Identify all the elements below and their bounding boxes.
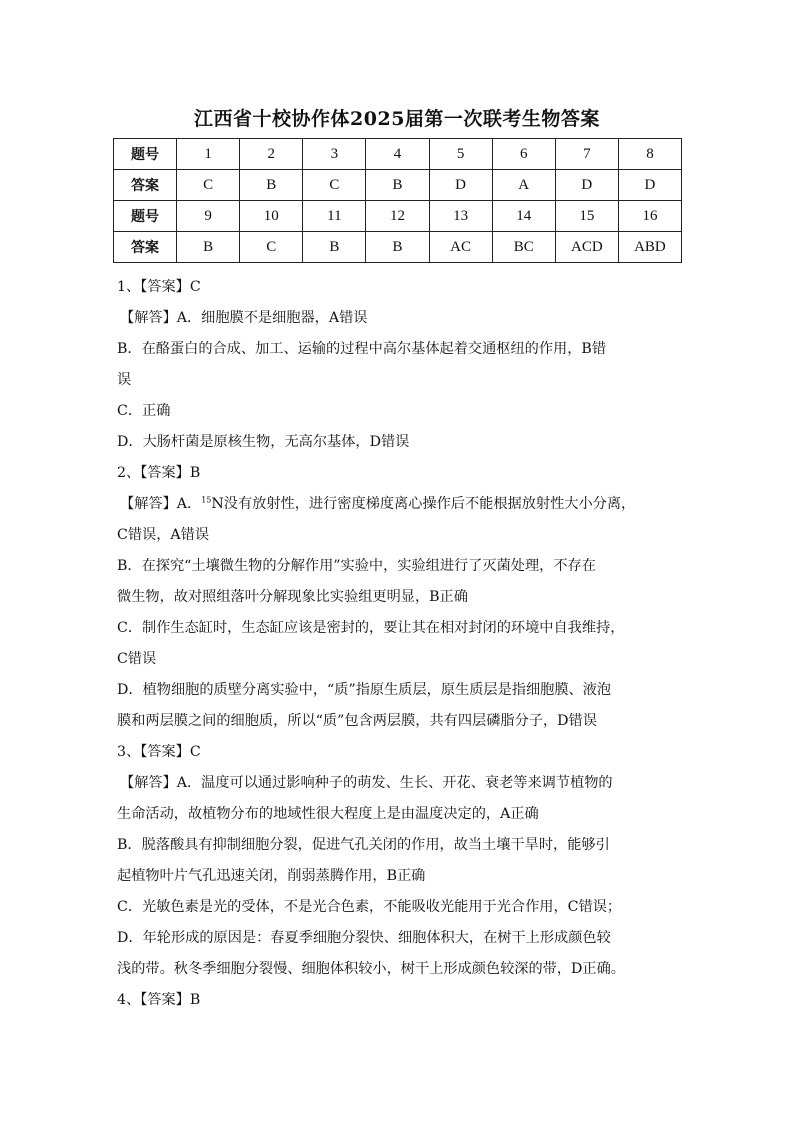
table-cell: 4 xyxy=(366,139,429,170)
table-cell: 7 xyxy=(555,139,618,170)
question-3-option-a-cont: 生命活动，故植物分布的地域性很大程度上是由温度决定的，A正确 xyxy=(117,806,539,822)
table-cell: D xyxy=(555,170,618,201)
table-cell: AC xyxy=(429,232,492,263)
table-cell: D xyxy=(618,170,681,201)
explanation-body xyxy=(117,272,682,1016)
table-cell: B xyxy=(366,232,429,263)
table-cell: C xyxy=(303,170,366,201)
table-cell: ACD xyxy=(555,232,618,263)
page-title: 江西省十校协作体2025届第一次联考生物答案 xyxy=(194,108,600,130)
question-3-option-d: D．年轮形成的原因是：春夏季细胞分裂快、细胞体积大，在树干上形成颜色较 xyxy=(117,930,611,946)
table-cell: 5 xyxy=(429,139,492,170)
table-cell: 2 xyxy=(240,139,303,170)
question-1-option-a: 【解答】A．细胞膜不是细胞器，A错误 xyxy=(120,310,368,326)
table-cell: 12 xyxy=(366,201,429,232)
table-cell: B xyxy=(240,170,303,201)
question-2-option-a xyxy=(117,489,682,520)
row-label: 答案 xyxy=(114,170,177,201)
question-1-option-b: B．在酪蛋白的合成、加工、运输的过程中高尔基体起着交通枢纽的作用，B错 xyxy=(117,341,607,357)
question-3-answer: 3、【答案】C xyxy=(117,744,201,760)
question-2-option-c: C．制作生态缸时，生态缸应该是密封的，要让其在相对封闭的环境中自我维持， xyxy=(117,620,625,636)
question-2-answer: 2、【答案】B xyxy=(117,465,201,481)
row-label: 答案 xyxy=(114,232,177,263)
table-cell: B xyxy=(366,170,429,201)
table-cell: C xyxy=(240,232,303,263)
table-cell: 14 xyxy=(492,201,555,232)
table-row xyxy=(114,232,682,263)
question-2-option-d: D．植物细胞的质壁分离实验中，“质”指原生质层，原生质层是指细胞膜、液泡 xyxy=(117,682,612,698)
question-3-option-c: C．光敏色素是光的受体，不是光合色素，不能吸收光能用于光合作用，C错误； xyxy=(117,899,622,915)
question-1-option-c: C．正确 xyxy=(117,403,171,419)
row-label: 题号 xyxy=(114,139,177,170)
question-1-option-d: D．大肠杆菌是原核生物，无高尔基体，D错误 xyxy=(117,434,410,450)
question-1-option-b-cont: 误 xyxy=(117,372,132,388)
table-cell: BC xyxy=(492,232,555,263)
question-2-option-a-cont: C错误，A错误 xyxy=(117,527,210,543)
table-cell: 1 xyxy=(177,139,240,170)
isotope-mass-number: 15 xyxy=(201,495,212,505)
table-cell: ABD xyxy=(618,232,681,263)
table-cell: 10 xyxy=(240,201,303,232)
answer-table xyxy=(113,138,682,263)
table-cell: 3 xyxy=(303,139,366,170)
table-cell: 8 xyxy=(618,139,681,170)
question-2-option-b: B．在探究“土壤微生物的分解作用”实验中，实验组进行了灭菌处理，不存在 xyxy=(117,558,596,574)
table-cell: C xyxy=(177,170,240,201)
row-label: 题号 xyxy=(114,201,177,232)
table-row xyxy=(114,170,682,201)
table-row xyxy=(114,139,682,170)
question-2-option-d-cont: 膜和两层膜之间的细胞质，所以“质”包含两层膜，共有四层磷脂分子，D错误 xyxy=(117,713,597,729)
question-2-option-a-prefix: 【解答】A． xyxy=(120,496,202,512)
question-3-option-a: 【解答】A．温度可以通过影响种子的萌发、生长、开花、衰老等来调节植物的 xyxy=(120,775,613,791)
table-row xyxy=(114,201,682,232)
question-2-option-c-cont: C错误 xyxy=(117,651,157,667)
table-cell: 11 xyxy=(303,201,366,232)
table-cell: A xyxy=(492,170,555,201)
table-cell: 6 xyxy=(492,139,555,170)
table-cell: 13 xyxy=(429,201,492,232)
question-3-option-d-cont: 浅的带。秋冬季细胞分裂慢、细胞体积较小，树干上形成颜色较深的带，D正确。 xyxy=(117,961,625,977)
question-2-option-b-cont: 微生物，故对照组落叶分解现象比实验组更明显，B正确 xyxy=(117,589,468,605)
question-4-answer: 4、【答案】B xyxy=(117,992,201,1008)
table-cell: D xyxy=(429,170,492,201)
table-cell: 9 xyxy=(177,201,240,232)
table-cell: 15 xyxy=(555,201,618,232)
table-cell: B xyxy=(303,232,366,263)
question-3-option-b: B．脱落酸具有抑制细胞分裂，促进气孔关闭的作用，故当土壤干旱时，能够引 xyxy=(117,837,610,853)
question-2-option-a-text: N没有放射性，进行密度梯度离心操作后不能根据放射性大小分离， xyxy=(211,496,636,512)
question-3-option-b-cont: 起植物叶片气孔迅速关闭，削弱蒸腾作用，B正确 xyxy=(117,868,426,884)
table-cell: B xyxy=(177,232,240,263)
question-1-answer: 1、【答案】C xyxy=(117,279,201,295)
table-cell: 16 xyxy=(618,201,681,232)
